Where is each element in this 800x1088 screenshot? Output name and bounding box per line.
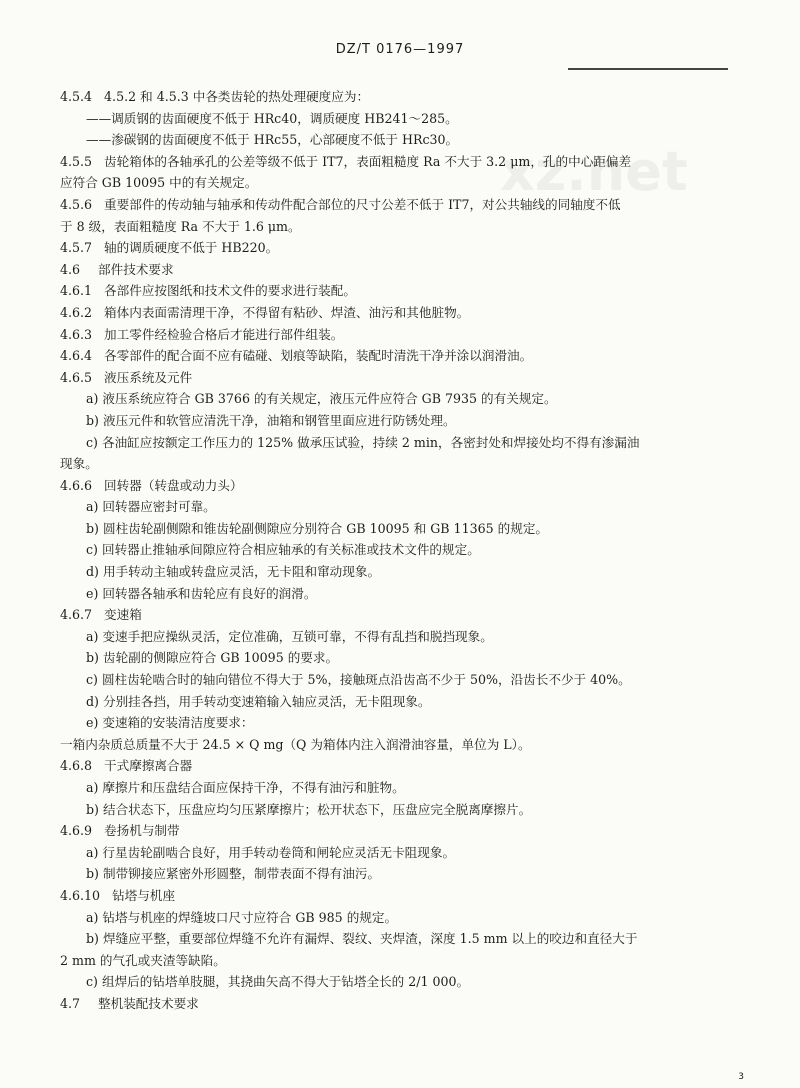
text-line bbox=[60, 432, 750, 454]
clause-text: a) 钻塔与机座的焊缝坡口尺寸应符合 GB 985 的规定。 bbox=[86, 909, 398, 925]
clause-text: b) 焊缝应平整，重要部位焊缝不允许有漏焊、裂纹、夹焊渣，深度 1.5 mm 以上的咬边和直径大于 bbox=[86, 931, 638, 947]
clause-number: 4.6 bbox=[60, 261, 81, 277]
clause-text: 干式摩擦离合器 bbox=[104, 758, 193, 774]
clause-line bbox=[60, 194, 750, 216]
text-line bbox=[60, 907, 750, 929]
clause-text: 应符合 GB 10095 中的有关规定。 bbox=[60, 175, 258, 191]
clause-text: b) 齿轮副的侧隙应符合 GB 10095 的要求。 bbox=[86, 650, 339, 666]
text-line bbox=[60, 950, 750, 972]
clause-number: 4.6.2 bbox=[60, 304, 93, 320]
text-line bbox=[60, 410, 750, 432]
text-line bbox=[60, 647, 750, 669]
clause-text: 4.5.2 和 4.5.3 中各类齿轮的热处理硬度应为： bbox=[104, 89, 370, 104]
clause-text: a) 变速手把应操纵灵活，定位准确，互锁可靠，不得有乱挡和脱挡现象。 bbox=[86, 628, 493, 644]
text-line bbox=[60, 583, 750, 605]
clause-number: 4.6.4 bbox=[60, 348, 93, 364]
clause-text: 加工零件经检验合格后才能进行部件组装。 bbox=[104, 326, 344, 342]
text-line bbox=[60, 971, 750, 993]
clause-text: e) 回转器各轴承和齿轮应有良好的润滑。 bbox=[86, 585, 317, 601]
clause-number: 4.7 bbox=[60, 995, 81, 1011]
text-line bbox=[60, 669, 750, 691]
clause-text: 一箱内杂质总质量不大于 24.5 × Q mg（Q 为箱体内注入润滑油容量，单位为 L）。 bbox=[60, 736, 531, 752]
text-line bbox=[60, 561, 750, 583]
clause-text: 轴的调质硬度不低于 HB220。 bbox=[104, 240, 279, 256]
watermark: xz.net bbox=[500, 140, 688, 203]
clause-line bbox=[60, 885, 750, 907]
clause-text: e) 变速箱的安装清洁度要求： bbox=[86, 715, 254, 731]
clause-number: 4.5.7 bbox=[60, 240, 93, 256]
clause-text: c) 各油缸应按额定工作压力的 125% 做承压试验，持续 2 min，各密封处和焊接处均不得有渗漏油 bbox=[86, 434, 640, 450]
clause-line bbox=[60, 755, 750, 777]
clause-text: 部件技术要求 bbox=[98, 261, 174, 277]
clause-number: 4.5.4 bbox=[60, 89, 93, 104]
clause-text: 现象。 bbox=[60, 456, 98, 472]
clause-text: 齿轮箱体的各轴承孔的公差等级不低于 IT7，表面粗糙度 Ra 不大于 3.2 μm，孔的中心距偏差 bbox=[104, 153, 632, 169]
clause-line bbox=[60, 345, 750, 367]
clause-number: 4.5.5 bbox=[60, 153, 93, 169]
document-body bbox=[60, 86, 750, 1015]
document-code: DZ/T 0176—1997 bbox=[335, 42, 465, 57]
text-line bbox=[60, 129, 750, 151]
clause-text: c) 回转器止推轴承间隙应符合相应轴承的有关标准或技术文件的规定。 bbox=[86, 542, 480, 558]
clause-number: 4.6.3 bbox=[60, 326, 93, 342]
text-line bbox=[60, 539, 750, 561]
clause-text: 钻塔与机座 bbox=[112, 887, 176, 903]
clause-text: a) 回转器应密封可靠。 bbox=[86, 499, 216, 515]
text-line bbox=[60, 863, 750, 885]
clause-number: 4.6.6 bbox=[60, 477, 93, 493]
clause-text: c) 圆柱齿轮啮合时的轴向错位不得大于 5%，接触斑点沿齿高不少于 50%，沿齿长不少于 40%。 bbox=[86, 672, 631, 688]
text-line bbox=[60, 928, 750, 950]
clause-text: 于 8 级，表面粗糙度 Ra 不大于 1.6 μm。 bbox=[60, 218, 301, 234]
clause-line bbox=[60, 604, 750, 626]
clause-line bbox=[60, 993, 750, 1015]
text-line bbox=[60, 172, 750, 194]
clause-text: a) 行星齿轮副啮合良好，用手转动卷筒和闸轮应灵活无卡阻现象。 bbox=[86, 844, 456, 860]
clause-number: 4.5.6 bbox=[60, 196, 93, 212]
text-line bbox=[60, 108, 750, 130]
text-line bbox=[60, 691, 750, 713]
clause-text: d) 分别挂各挡，用手转动变速箱输入轴应灵活，无卡阻现象。 bbox=[86, 693, 431, 709]
text-line bbox=[60, 216, 750, 238]
clause-text: 箱体内表面需清理干净，不得留有粘砂、焊渣、油污和其他脏物。 bbox=[104, 304, 470, 320]
clause-text: a) 液压系统应符合 GB 3766 的有关规定，液压元件应符合 GB 7935 的有关规定。 bbox=[86, 391, 557, 407]
clause-line bbox=[60, 86, 750, 108]
clause-text: ——渗碳钢的齿面硬度不低于 HRc55，心部硬度不低于 HRc30。 bbox=[86, 132, 459, 148]
clause-line bbox=[60, 259, 750, 281]
clause-number: 4.6.7 bbox=[60, 607, 93, 623]
clause-text: c) 组焊后的钻塔单肢腿，其挠曲矢高不得大于钻塔全长的 2/1 000。 bbox=[86, 974, 470, 990]
clause-text: 各零部件的配合面不应有磕碰、划痕等缺陷，装配时清洗干净并涂以润滑油。 bbox=[104, 348, 533, 364]
clause-text: 变速箱 bbox=[104, 607, 142, 623]
clause-line bbox=[60, 151, 750, 173]
clause-line bbox=[60, 324, 750, 346]
clause-line bbox=[60, 237, 750, 259]
text-line bbox=[60, 453, 750, 475]
clause-text: b) 液压元件和软管应清洗干净，油箱和钢管里面应进行防锈处理。 bbox=[86, 412, 456, 428]
text-line bbox=[60, 777, 750, 799]
text-line bbox=[60, 496, 750, 518]
clause-line bbox=[60, 280, 750, 302]
header-rule bbox=[568, 68, 728, 70]
text-line bbox=[60, 734, 750, 756]
page-number: 3 bbox=[738, 1072, 744, 1082]
clause-number: 4.6.10 bbox=[60, 887, 101, 903]
clause-text: a) 摩擦片和压盘结合面应保持干净，不得有油污和脏物。 bbox=[86, 780, 405, 795]
clause-line bbox=[60, 302, 750, 324]
clause-text: 重要部件的传动轴与轴承和传动件配合部位的尺寸公差不低于 IT7，对公共轴线的同轴度不低 bbox=[104, 196, 621, 212]
text-line bbox=[60, 388, 750, 410]
text-line bbox=[60, 626, 750, 648]
clause-text: 2 mm 的气孔或夹渣等缺陷。 bbox=[60, 952, 226, 968]
clause-text: d) 用手转动主轴或转盘应灵活，无卡阻和窜动现象。 bbox=[86, 564, 381, 580]
text-line bbox=[60, 712, 750, 734]
clause-text: 回转器（转盘或动力头） bbox=[104, 477, 243, 493]
clause-text: b) 圆柱齿轮副侧隙和锥齿轮副侧隙应分别符合 GB 10095 和 GB 11365 的规定。 bbox=[86, 520, 549, 536]
clause-number: 4.6.5 bbox=[60, 369, 93, 385]
clause-text: b) 制带铆接应紧密外形圆整，制带表面不得有油污。 bbox=[86, 866, 381, 882]
text-line bbox=[60, 799, 750, 821]
text-line bbox=[60, 842, 750, 864]
clause-text: b) 结合状态下，压盘应均匀压紧摩擦片；松开状态下，压盘应完全脱离摩擦片。 bbox=[86, 801, 532, 817]
clause-line bbox=[60, 367, 750, 389]
clause-number: 4.6.1 bbox=[60, 283, 93, 299]
clause-text: 液压系统及元件 bbox=[104, 369, 193, 385]
clause-text: 卷扬机与制带 bbox=[104, 823, 180, 839]
clause-line bbox=[60, 475, 750, 497]
clause-text: 整机装配技术要求 bbox=[98, 995, 199, 1011]
clause-text: ——调质钢的齿面硬度不低于 HRc40，调质硬度 HB241～285。 bbox=[86, 110, 458, 126]
text-line bbox=[60, 518, 750, 540]
clause-number: 4.6.8 bbox=[60, 758, 93, 774]
clause-number: 4.6.9 bbox=[60, 823, 93, 839]
clause-text: 各部件应按图纸和技术文件的要求进行装配。 bbox=[104, 283, 356, 299]
clause-line bbox=[60, 820, 750, 842]
